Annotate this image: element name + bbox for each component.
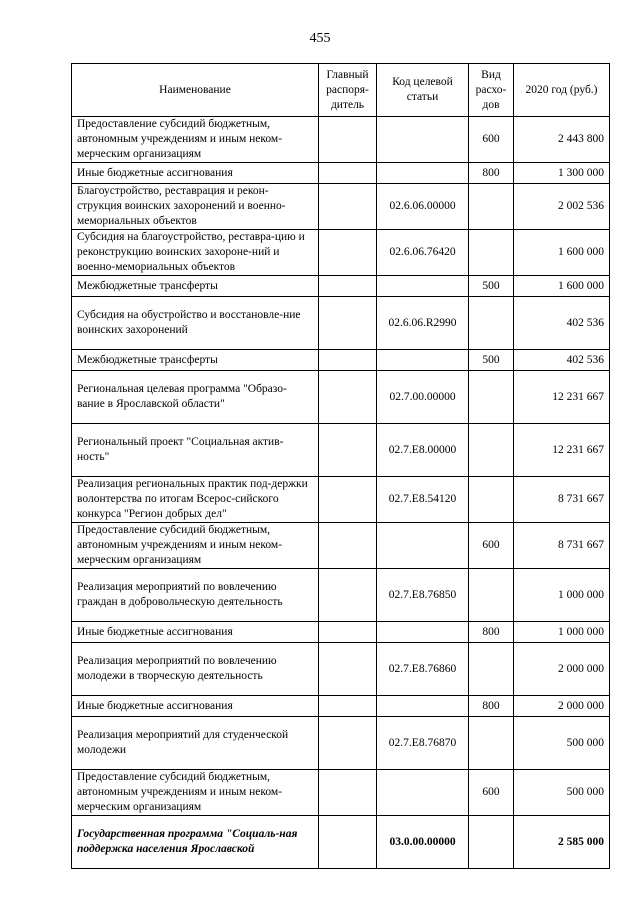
row-code: 02.7.E8.76870 xyxy=(377,717,469,770)
row-amount: 402 536 xyxy=(514,350,610,371)
row-name: Субсидия на благоустройство, реставра-цию и реконструкцию воинских захороне-ний и военно-мемориальных объектов xyxy=(72,230,319,276)
row-code: 02.6.06.76420 xyxy=(377,230,469,276)
table-row xyxy=(72,622,610,643)
row-code: 02.6.06.R2990 xyxy=(377,297,469,350)
header-amount: 2020 год (руб.) xyxy=(514,64,610,117)
row-name: Иные бюджетные ассигнования xyxy=(72,163,319,184)
row-type: 800 xyxy=(469,163,514,184)
row-name: Реализация региональных практик под-держки волонтерства по итогам Всерос-сийского конкурса "Регион добрых дел" xyxy=(72,477,319,523)
table-row xyxy=(72,523,610,569)
row-admin xyxy=(319,424,377,477)
row-admin xyxy=(319,816,377,869)
row-name: Иные бюджетные ассигнования xyxy=(72,696,319,717)
row-code: 03.0.00.00000 xyxy=(377,816,469,869)
row-admin xyxy=(319,569,377,622)
table-row xyxy=(72,163,610,184)
row-type xyxy=(469,297,514,350)
table-row xyxy=(72,816,610,869)
row-admin xyxy=(319,117,377,163)
row-type xyxy=(469,643,514,696)
row-amount: 402 536 xyxy=(514,297,610,350)
row-type xyxy=(469,371,514,424)
row-code xyxy=(377,276,469,297)
row-amount: 2 000 000 xyxy=(514,696,610,717)
row-admin xyxy=(319,770,377,816)
row-name: Межбюджетные трансферты xyxy=(72,350,319,371)
row-admin xyxy=(319,297,377,350)
table-header-row xyxy=(72,64,610,117)
budget-table xyxy=(71,63,610,869)
row-type xyxy=(469,569,514,622)
table-row xyxy=(72,117,610,163)
header-admin: Главный распоря-дитель xyxy=(319,64,377,117)
row-admin xyxy=(319,371,377,424)
row-amount: 12 231 667 xyxy=(514,371,610,424)
header-name: Наименование xyxy=(72,64,319,117)
row-admin xyxy=(319,523,377,569)
row-name: Реализация мероприятий по вовлечению граждан в добровольческую деятельность xyxy=(72,569,319,622)
row-admin xyxy=(319,230,377,276)
row-name: Предоставление субсидий бюджетным, автономным учреждениям и иным неком-мерческим организациям xyxy=(72,770,319,816)
row-type: 600 xyxy=(469,117,514,163)
row-admin xyxy=(319,163,377,184)
row-code: 02.7.E8.76850 xyxy=(377,569,469,622)
page-number: 455 xyxy=(309,31,331,46)
table-row xyxy=(72,350,610,371)
row-admin xyxy=(319,276,377,297)
row-code xyxy=(377,117,469,163)
row-name: Реализация мероприятий по вовлечению молодежи в творческую деятельность xyxy=(72,643,319,696)
row-name: Государственная программа "Социаль-ная поддержка населения Ярославской xyxy=(72,816,319,869)
row-amount: 2 002 536 xyxy=(514,184,610,230)
row-type: 600 xyxy=(469,523,514,569)
row-code xyxy=(377,523,469,569)
row-code xyxy=(377,350,469,371)
row-code: 02.7.00.00000 xyxy=(377,371,469,424)
row-type xyxy=(469,717,514,770)
row-amount: 1 300 000 xyxy=(514,163,610,184)
row-code xyxy=(377,770,469,816)
table-row xyxy=(72,230,610,276)
row-amount: 500 000 xyxy=(514,717,610,770)
table-row xyxy=(72,717,610,770)
row-name: Благоустройство, реставрация и рекон-струкция воинских захоронений и военно-мемориальных объектов xyxy=(72,184,319,230)
row-amount: 2 443 800 xyxy=(514,117,610,163)
header-type: Вид расхо-дов xyxy=(469,64,514,117)
row-admin xyxy=(319,350,377,371)
row-code xyxy=(377,163,469,184)
row-code: 02.6.06.00000 xyxy=(377,184,469,230)
table-row xyxy=(72,643,610,696)
row-amount: 2 000 000 xyxy=(514,643,610,696)
row-amount: 12 231 667 xyxy=(514,424,610,477)
row-amount: 1 000 000 xyxy=(514,569,610,622)
row-code xyxy=(377,622,469,643)
table-row xyxy=(72,696,610,717)
row-amount: 8 731 667 xyxy=(514,523,610,569)
row-type xyxy=(469,184,514,230)
row-admin xyxy=(319,717,377,770)
row-type xyxy=(469,424,514,477)
table-row xyxy=(72,770,610,816)
row-code: 02.7.E8.54120 xyxy=(377,477,469,523)
row-type: 800 xyxy=(469,622,514,643)
row-code: 02.7.E8.76860 xyxy=(377,643,469,696)
row-name: Предоставление субсидий бюджетным, автономным учреждениям и иным неком-мерческим организациям xyxy=(72,117,319,163)
row-type: 800 xyxy=(469,696,514,717)
table-row xyxy=(72,276,610,297)
row-type xyxy=(469,816,514,869)
row-code xyxy=(377,696,469,717)
table-row xyxy=(72,569,610,622)
row-admin xyxy=(319,622,377,643)
table-row xyxy=(72,424,610,477)
row-amount: 1 600 000 xyxy=(514,230,610,276)
header-code: Код целевой статьи xyxy=(377,64,469,117)
table-row xyxy=(72,297,610,350)
row-type: 600 xyxy=(469,770,514,816)
row-amount: 2 585 000 xyxy=(514,816,610,869)
row-amount: 1 000 000 xyxy=(514,622,610,643)
row-admin xyxy=(319,696,377,717)
row-name: Региональный проект "Социальная актив-ность" xyxy=(72,424,319,477)
row-admin xyxy=(319,643,377,696)
table-row xyxy=(72,184,610,230)
row-name: Иные бюджетные ассигнования xyxy=(72,622,319,643)
row-type: 500 xyxy=(469,350,514,371)
row-code: 02.7.E8.00000 xyxy=(377,424,469,477)
row-amount: 1 600 000 xyxy=(514,276,610,297)
table-row xyxy=(72,477,610,523)
row-name: Субсидия на обустройство и восстановле-ние воинских захоронений xyxy=(72,297,319,350)
row-type xyxy=(469,477,514,523)
table-row xyxy=(72,371,610,424)
row-name: Межбюджетные трансферты xyxy=(72,276,319,297)
row-admin xyxy=(319,477,377,523)
row-name: Реализация мероприятий для студенческой молодежи xyxy=(72,717,319,770)
row-admin xyxy=(319,184,377,230)
row-type xyxy=(469,230,514,276)
row-name: Предоставление субсидий бюджетным, автономным учреждениям и иным неком-мерческим организациям xyxy=(72,523,319,569)
row-name: Региональная целевая программа "Образо-вание в Ярославской области" xyxy=(72,371,319,424)
row-type: 500 xyxy=(469,276,514,297)
row-amount: 8 731 667 xyxy=(514,477,610,523)
row-amount: 500 000 xyxy=(514,770,610,816)
